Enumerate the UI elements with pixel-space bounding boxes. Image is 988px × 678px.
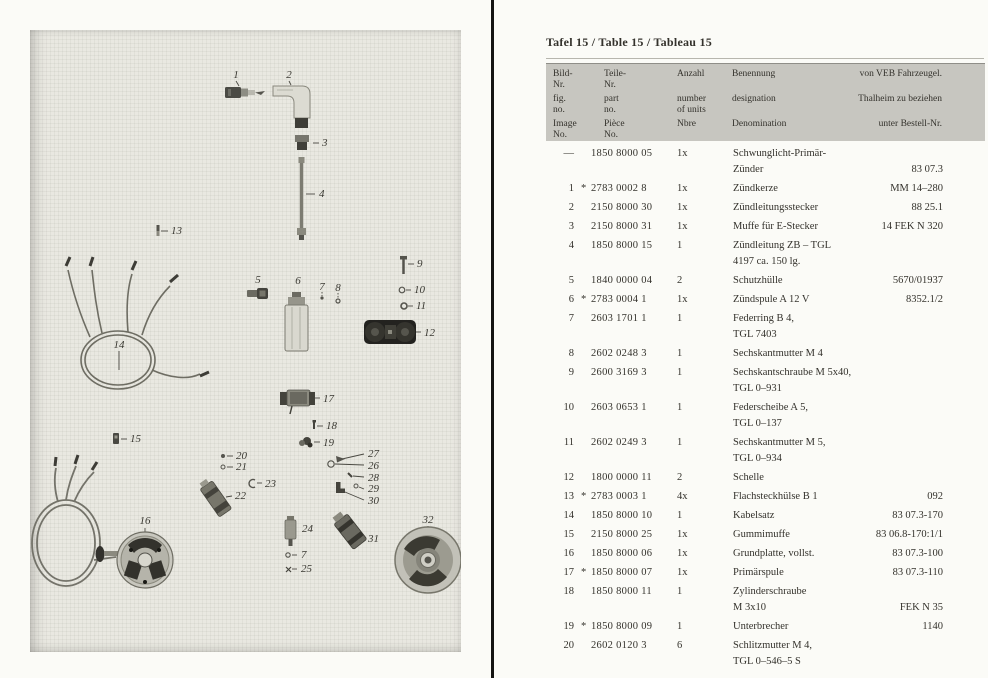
cell-fig-no: 10 — [563, 402, 574, 413]
cell-fig-no: 7 — [568, 313, 574, 324]
cell-designation: Schutzhülle — [733, 275, 783, 286]
parts-diagram — [30, 30, 461, 652]
cell-fig-no: 9 — [568, 367, 574, 378]
cell-fig-no: 5 — [568, 275, 574, 286]
diagram-callout-21: 21 — [236, 461, 247, 473]
part-spring-washer — [399, 287, 405, 293]
header-ref-line1: von VEB Fahrzeugel. — [859, 69, 942, 79]
table-row — [546, 294, 986, 310]
diagram-callout-8: 8 — [335, 282, 341, 294]
diagram-callout-28: 28 — [368, 472, 379, 484]
cell-fig-no: 13 — [563, 491, 574, 502]
part-ring-26 — [328, 461, 334, 467]
part-slot-nut — [221, 454, 225, 458]
cell-order-no: 092 — [927, 491, 943, 502]
cell-designation-cont: Zünder — [733, 164, 764, 175]
part-screw-28 — [348, 473, 352, 477]
cell-order-no: 83 07.3-110 — [892, 567, 943, 578]
cell-fig-no: 19 — [563, 621, 574, 632]
part-bracket-30 — [336, 482, 345, 493]
table-row — [546, 348, 986, 364]
diagram-callout-12: 12 — [424, 327, 435, 339]
cell-fig-no: 4 — [568, 240, 574, 251]
cell-designation-cont: 4197 ca. 150 lg. — [733, 256, 801, 267]
header-ref-line3: unter Bestell-Nr. — [878, 119, 942, 129]
diagram-callout-29: 29 — [368, 483, 379, 495]
cell-part-no: 1850 8000 10 — [591, 510, 653, 521]
cell-part-no: 1850 8000 07 — [591, 567, 653, 578]
cell-star-marker: * — [581, 621, 587, 632]
cell-order-no: 83 07.3 — [911, 164, 943, 175]
diagram-callout-30: 30 — [368, 495, 379, 507]
cell-designation: Sechskantmutter M 4 — [733, 348, 823, 359]
cell-fig-no: 18 — [563, 586, 574, 597]
part-hex-nut-m5 — [401, 303, 407, 309]
table-row — [546, 402, 986, 434]
diagram-callout-18: 18 — [326, 420, 337, 432]
cell-quantity: 2 — [677, 275, 683, 286]
header-part-line3: Pièce No. — [604, 119, 625, 140]
part-x-fastener — [286, 567, 291, 572]
diagram-callout-25: 25 — [301, 563, 312, 575]
table-row — [546, 472, 986, 488]
cell-order-no: FEK N 35 — [899, 602, 943, 613]
cell-fig-no: 20 — [563, 640, 574, 651]
table-row — [546, 183, 986, 199]
parts-table-page — [546, 0, 986, 678]
cell-part-no: 2783 0004 1 — [591, 294, 647, 305]
cell-part-no: 1850 8000 11 — [591, 586, 652, 597]
header-fig-line3: Image No. — [553, 119, 577, 140]
cell-designation: Unterbrecher — [733, 621, 789, 632]
part-screw-m5 — [400, 256, 407, 274]
table-row — [546, 240, 986, 272]
cell-quantity: 1 — [677, 437, 683, 448]
page-title: Tafel 15 / Table 15 / Tableau 15 — [546, 35, 984, 59]
cell-star-marker: * — [581, 183, 587, 194]
cell-quantity: 1 — [677, 348, 683, 359]
diagram-callout-32: 32 — [422, 514, 434, 526]
cell-part-no: 2603 0653 1 — [591, 402, 647, 413]
cell-order-no: 1140 — [922, 621, 943, 632]
cell-designation: Flachsteckhülse B 1 — [733, 491, 818, 502]
part-ignition-coil — [285, 292, 308, 351]
cell-quantity: 1x — [677, 148, 688, 159]
cell-designation-cont: M 3x10 — [733, 602, 766, 613]
cell-fig-no: 8 — [568, 348, 574, 359]
diagram-callout-3: 3 — [322, 137, 328, 149]
table-row — [546, 275, 986, 291]
cell-order-no: 14 FEK N 320 — [881, 221, 943, 232]
cell-quantity: 1 — [677, 510, 683, 521]
part-lower-harness — [32, 466, 116, 586]
cell-part-no: 2600 3169 3 — [591, 367, 647, 378]
cell-quantity: 1 — [677, 240, 683, 251]
cell-star-marker: * — [581, 294, 587, 305]
cell-part-no: 2783 0002 8 — [591, 183, 647, 194]
cell-part-no: 2602 0248 3 — [591, 348, 647, 359]
diagram-callout-7: 7 — [319, 281, 325, 293]
cell-order-no: 83 07.3-100 — [892, 548, 943, 559]
part-ignition-lead — [297, 157, 306, 240]
cell-star-marker: * — [581, 491, 587, 502]
diagram-callout-26: 26 — [368, 460, 379, 472]
cell-designation: Schwunglicht-Primär- — [733, 148, 827, 159]
diagram-callout-31: 31 — [368, 533, 379, 545]
cell-designation-cont: TGL 0–931 — [733, 383, 782, 394]
cell-fig-no: — — [563, 148, 574, 159]
diagram-callout-13: 13 — [171, 225, 182, 237]
part-nut-8 — [336, 299, 340, 303]
cell-designation: Muffe für E-Stecker — [733, 221, 818, 232]
table-row — [546, 202, 986, 218]
cell-designation: Schlitzmutter M 4, — [733, 640, 813, 651]
part-small-connector — [247, 288, 268, 299]
part-small-cluster — [299, 437, 313, 448]
cell-order-no: 8352.1/2 — [905, 294, 943, 305]
diagram-callout-17: 17 — [323, 393, 334, 405]
header-part-line2: part no. — [604, 94, 619, 115]
cell-designation: Schelle — [733, 472, 764, 483]
cell-fig-no: 11 — [563, 437, 574, 448]
part-arrow-27 — [336, 456, 345, 463]
cell-part-no: 1850 8000 15 — [591, 240, 653, 251]
cell-order-no: 88 25.1 — [911, 202, 943, 213]
header-qty-line1: Anzahl — [677, 69, 705, 79]
cell-designation: Sechskantmutter M 5, — [733, 437, 826, 448]
cell-quantity: 6 — [677, 640, 683, 651]
cell-quantity: 1x — [677, 202, 688, 213]
diagram-callout-22: 22 — [235, 490, 246, 502]
cell-quantity: 1x — [677, 221, 688, 232]
table-row — [546, 221, 986, 237]
diagram-callout-24: 24 — [302, 523, 313, 535]
cell-fig-no: 6 — [568, 294, 574, 305]
table-row — [546, 367, 986, 399]
header-part-line1: Teile- Nr. — [604, 69, 627, 90]
header-fig-line2: fig. no. — [553, 94, 566, 115]
cell-fig-no: 3 — [568, 221, 574, 232]
exploded-view-illustration — [30, 30, 461, 652]
cell-part-no: 2150 8000 31 — [591, 221, 653, 232]
cell-quantity: 1 — [677, 402, 683, 413]
diagram-callout-19: 19 — [323, 437, 334, 449]
diagram-callout-23: 23 — [265, 478, 276, 490]
table-row — [546, 586, 986, 618]
cell-quantity: 1x — [677, 567, 688, 578]
header-qty-line3: Nbre — [677, 119, 696, 129]
part-flywheel — [395, 527, 461, 593]
header-qty-line2: number of units — [677, 94, 707, 115]
cell-part-no: 1850 8000 05 — [591, 148, 653, 159]
part-clamp-block — [364, 320, 416, 344]
table-row — [546, 510, 986, 526]
diagram-callout-5: 5 — [255, 274, 261, 286]
part-plug-connector — [273, 86, 310, 128]
table-row — [546, 529, 986, 545]
table-row — [546, 621, 986, 637]
table-row — [546, 548, 986, 564]
cell-designation: Federscheibe A 5, — [733, 402, 808, 413]
cell-quantity: 4x — [677, 491, 688, 502]
cell-part-no: 2603 1701 1 — [591, 313, 647, 324]
cell-designation-cont: TGL 0–137 — [733, 418, 782, 429]
cell-quantity: 2 — [677, 472, 683, 483]
diagram-callout-14: 14 — [113, 339, 125, 351]
cell-fig-no: 2 — [568, 202, 574, 213]
table-row — [546, 567, 986, 583]
cell-designation: Federring B 4, — [733, 313, 794, 324]
cell-part-no: 2602 0120 3 — [591, 640, 647, 651]
cell-designation: Zündspule A 12 V — [733, 294, 810, 305]
diagram-callout-15: 15 — [130, 433, 141, 445]
cell-designation-cont: TGL 7403 — [733, 329, 777, 340]
part-base-plate — [96, 532, 174, 588]
diagram-callout-6: 6 — [295, 275, 301, 287]
diagram-callout-11: 11 — [416, 300, 427, 312]
cell-part-no: 1840 0000 04 — [591, 275, 653, 286]
cell-designation: Kabelsatz — [733, 510, 775, 521]
cell-designation: Gummimuffe — [733, 529, 790, 540]
parts-table — [546, 148, 986, 675]
table-header — [546, 63, 985, 141]
part-primary-coil — [280, 390, 315, 414]
part-cable-harness — [68, 270, 200, 389]
part-spark-plug — [225, 87, 265, 98]
part-washer-7 — [320, 296, 323, 299]
cell-fig-no: 16 — [563, 548, 574, 559]
cell-order-no: 5670/01937 — [892, 275, 943, 286]
diagram-callout-4: 4 — [319, 188, 325, 200]
cell-quantity: 1x — [677, 183, 688, 194]
cell-part-no: 2783 0003 1 — [591, 491, 647, 502]
part-condenser-31 — [330, 509, 367, 549]
cell-order-no: 83 07.3-170 — [892, 510, 943, 521]
cell-quantity: 1 — [677, 367, 683, 378]
cell-designation-cont: TGL 0–546–5 S — [733, 656, 801, 667]
header-ref-line2: Thalheim zu beziehen — [858, 94, 942, 104]
cell-quantity: 1 — [677, 313, 683, 324]
cell-fig-no: 1 — [568, 183, 574, 194]
cell-fig-no: 14 — [563, 510, 574, 521]
header-name-line1: Benennung — [732, 69, 776, 79]
diagram-callout-16: 16 — [139, 515, 151, 527]
cell-designation: Zündleitungsstecker — [733, 202, 819, 213]
part-screw-m3 — [313, 420, 317, 429]
part-flat-pin — [157, 225, 160, 236]
cell-fig-no: 17 — [563, 567, 574, 578]
part-c-ring — [249, 479, 255, 487]
cell-quantity: 1x — [677, 529, 688, 540]
table-row — [546, 640, 986, 672]
cell-designation: Primärspule — [733, 567, 784, 578]
diagram-callout-7: 7 — [301, 549, 307, 561]
diagram-callout-1: 1 — [233, 69, 239, 81]
table-row — [546, 148, 986, 180]
cell-part-no: 1850 8000 09 — [591, 621, 653, 632]
cell-quantity: 1x — [677, 548, 688, 559]
cell-designation: Zündkerze — [733, 183, 778, 194]
harness-terminals — [66, 257, 209, 376]
cell-designation: Sechskantschraube M 5x40, — [733, 367, 852, 378]
diagram-callout-10: 10 — [414, 284, 425, 296]
cell-designation-cont: TGL 0–934 — [733, 453, 782, 464]
table-row — [546, 491, 986, 507]
cell-order-no: 83 06.8-170:1/1 — [875, 529, 943, 540]
header-fig-line1: Bild- Nr. — [553, 69, 573, 90]
cell-designation: Grundplatte, vollst. — [733, 548, 815, 559]
cell-star-marker: * — [581, 567, 587, 578]
part-washer-21 — [221, 465, 225, 469]
table-row — [546, 313, 986, 345]
cell-order-no: MM 14–280 — [890, 183, 943, 194]
cell-quantity: 1 — [677, 621, 683, 632]
part-sleeve — [295, 135, 309, 150]
header-name-line2: designation — [732, 94, 776, 104]
page-divider — [491, 0, 494, 678]
cell-designation: Zündleitung ZB – TGL — [733, 240, 832, 251]
cell-part-no: 2602 0249 3 — [591, 437, 647, 448]
part-washer-29 — [354, 484, 358, 488]
cell-quantity: 1 — [677, 586, 683, 597]
part-cylinder-24 — [285, 516, 296, 546]
diagram-callout-20: 20 — [236, 450, 247, 462]
table-row — [546, 437, 986, 469]
diagram-callout-9: 9 — [417, 258, 423, 270]
cell-designation: Zylinderschraube — [733, 586, 807, 597]
cell-fig-no: 12 — [563, 472, 574, 483]
cell-part-no: 1800 0000 11 — [591, 472, 652, 483]
diagram-callout-2: 2 — [286, 69, 292, 81]
cell-part-no: 1850 8000 06 — [591, 548, 653, 559]
cell-fig-no: 15 — [563, 529, 574, 540]
cell-quantity: 1x — [677, 294, 688, 305]
header-name-line3: Denomination — [732, 119, 787, 129]
part-washer-7b — [286, 553, 290, 557]
cell-part-no: 2150 8000 30 — [591, 202, 653, 213]
cell-part-no: 2150 8000 25 — [591, 529, 653, 540]
part-clip — [113, 433, 119, 444]
diagram-callout-27: 27 — [368, 448, 379, 460]
